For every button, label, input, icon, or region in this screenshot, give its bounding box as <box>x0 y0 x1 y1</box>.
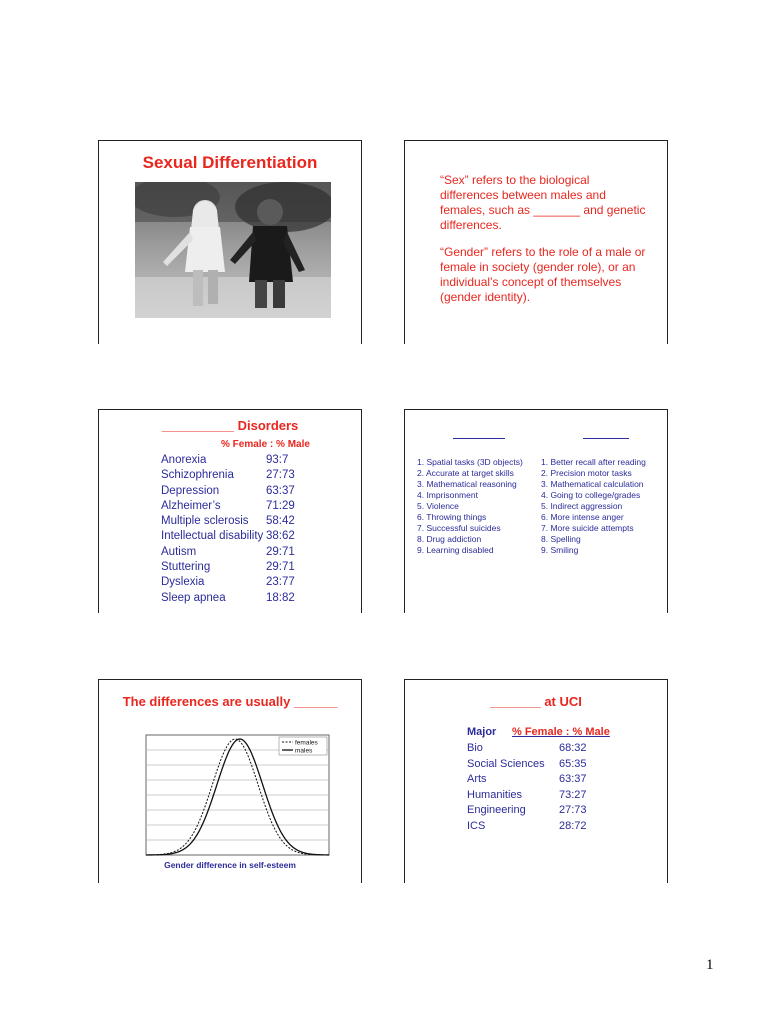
disorder-name: Multiple sclerosis <box>161 515 249 528</box>
list-item: 7. More suicide attempts <box>541 523 634 533</box>
right-heading-blank <box>583 438 629 439</box>
disorder-ratio: 58:42 <box>266 515 295 528</box>
disorder-ratio: 27:73 <box>266 469 295 482</box>
list-item: 9. Learning disabled <box>417 545 494 555</box>
chart-caption: Gender difference in self-esteem <box>164 860 296 870</box>
list-item: 4. Going to college/grades <box>541 490 641 500</box>
list-item: 5. Indirect aggression <box>541 501 623 511</box>
slide-sexual-differentiation <box>98 140 362 344</box>
list-item: 8. Drug addiction <box>417 534 482 544</box>
list-item: 1. Spatial tasks (3D objects) <box>417 457 523 467</box>
major-ratio: 68:32 <box>559 742 587 754</box>
left-list <box>417 457 523 556</box>
self-esteem-chart <box>99 680 361 884</box>
list-item: 9. Smiling <box>541 545 579 555</box>
slide-uci-majors <box>404 679 668 883</box>
slide-differences-chart <box>98 679 362 883</box>
disorder-name: Sleep apnea <box>161 591 226 604</box>
list-item: 7. Successful suicides <box>417 523 501 533</box>
slide-title: _______ at UCI <box>490 694 582 709</box>
major-name: Engineering <box>467 804 526 816</box>
slide-title: Sexual Differentiation <box>142 153 318 172</box>
slide-disorders <box>98 409 362 613</box>
sex-definition: “Sex” refers to the biological differences between males and females, such as _______ and genetic differences. <box>440 173 646 232</box>
disorder-ratio: 71:29 <box>266 499 295 512</box>
disorder-ratio: 38:62 <box>266 530 295 543</box>
list-item: 5. Violence <box>417 501 459 511</box>
list-item: 6. Throwing things <box>417 512 487 522</box>
page-number: 1 <box>706 957 714 973</box>
list-item: 1. Better recall after reading <box>541 457 646 467</box>
disorder-name: Alzheimer’s <box>161 499 221 512</box>
slide-title: The differences are usually ______ <box>122 694 338 709</box>
header-ratio: % Female : % Male <box>512 726 610 738</box>
disorder-ratio: 93:7 <box>266 454 289 466</box>
slide-sex-gender-definitions <box>404 140 668 344</box>
major-name: Humanities <box>467 788 523 801</box>
major-name: Social Sciences <box>467 757 545 770</box>
list-item: 2. Precision motor tasks <box>541 468 632 478</box>
disorder-name: Intellectual disability <box>161 530 264 543</box>
definitions-text <box>440 173 650 317</box>
ratio-header: % Female : % Male <box>221 439 310 450</box>
legend-males-label: males <box>295 747 313 755</box>
gender-definition: “Gender” refers to the role of a male or female in society (gender role), or an individual’s concept of themselves (gender identity). <box>440 245 646 304</box>
disorder-name: Stuttering <box>161 561 211 574</box>
disorder-ratio: 18:82 <box>266 591 295 604</box>
disorder-ratio: 63:37 <box>266 484 295 497</box>
major-ratio: 65:35 <box>559 757 587 770</box>
disorder-ratio: 29:71 <box>266 545 295 558</box>
disorder-ratio: 23:77 <box>266 576 295 589</box>
list-item: 6. More intense anger <box>541 512 624 522</box>
header-major: Major <box>467 726 497 738</box>
disorder-name: Anorexia <box>161 454 207 466</box>
list-item: 3. Mathematical calculation <box>541 479 644 489</box>
major-name: Bio <box>467 742 483 754</box>
children-photo <box>135 182 331 318</box>
disorder-ratio: 29:71 <box>266 561 295 574</box>
right-list <box>541 457 646 556</box>
disorder-name: Autism <box>161 545 197 558</box>
list-item: 4. Imprisonment <box>417 490 478 500</box>
major-name: Arts <box>467 773 487 785</box>
list-item: 8. Spelling <box>541 534 581 544</box>
legend-females-label: females <box>295 739 318 747</box>
major-ratio: 28:72 <box>559 819 587 832</box>
majors-table-header <box>467 726 610 738</box>
disorder-name: Depression <box>161 484 220 497</box>
slide-title: __________ Disorders <box>161 418 299 433</box>
major-ratio: 27:73 <box>559 804 587 816</box>
disorder-name: Dyslexia <box>161 576 205 589</box>
list-item: 2. Accurate at target skills <box>417 468 514 478</box>
major-ratio: 73:27 <box>559 788 587 801</box>
slide-gender-differences-lists <box>404 409 668 613</box>
major-name: ICS <box>467 819 486 832</box>
disorder-name: Schizophrenia <box>161 469 234 482</box>
list-item: 3. Mathematical reasoning <box>417 479 517 489</box>
left-heading-blank <box>453 438 505 439</box>
major-ratio: 63:37 <box>559 773 587 785</box>
